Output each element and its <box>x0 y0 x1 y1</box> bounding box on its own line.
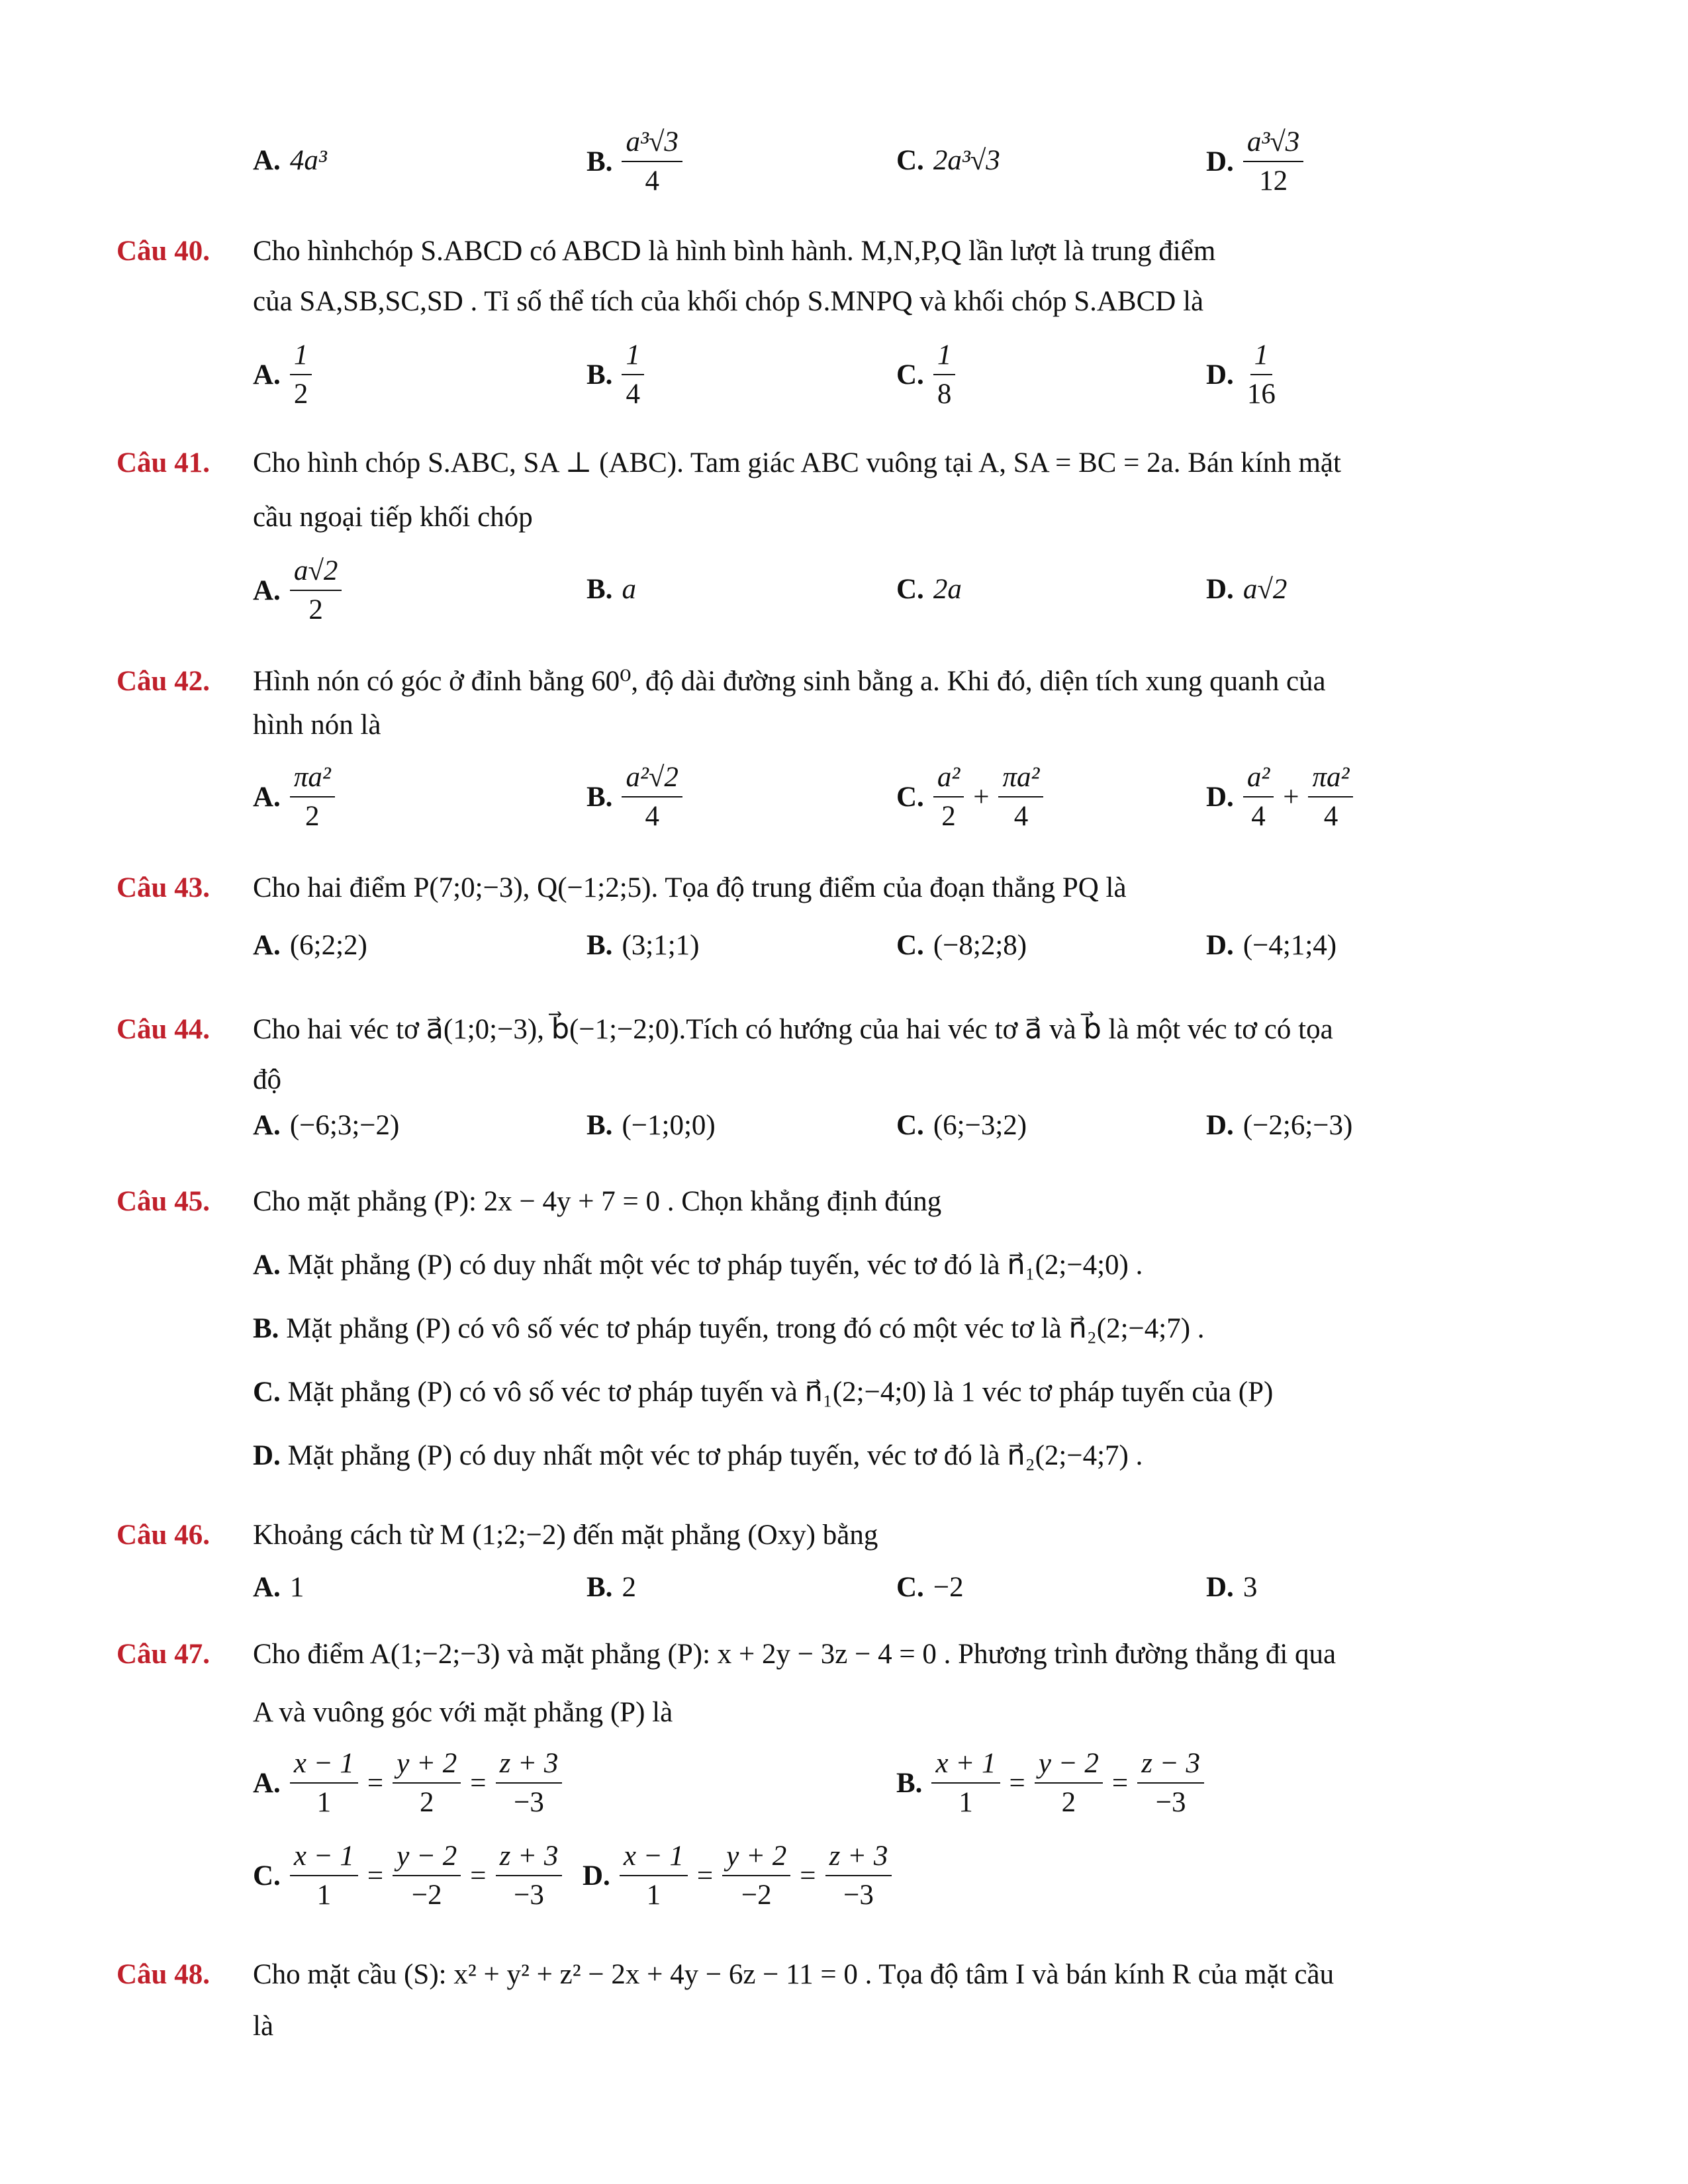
option-text: (−8;2;8) <box>933 930 1027 961</box>
question-stem-line2: của SA,SB,SC,SD . Tỉ số thể tích của khối chóp S.MNPQ và khối chóp S.ABCD là <box>253 286 1204 317</box>
option-label: A. <box>253 1572 281 1603</box>
option-label: D. <box>1206 574 1234 605</box>
option-label: C. <box>896 781 924 813</box>
q42-option-a <box>253 761 335 833</box>
question-stem-line2: độ <box>253 1064 281 1095</box>
equals-sign: = <box>1111 1767 1129 1799</box>
option-text: a√2 <box>1243 574 1288 605</box>
option-label: A. <box>253 1110 281 1141</box>
q41-option-a <box>253 555 342 626</box>
question-number: Câu 41. <box>117 447 210 478</box>
question-stem: Cho mặt cầu (S): x² + y² + z² − 2x + 4y − 6z − 11 = 0 . Tọa độ tâm I và bán kính R của mặt cầu <box>253 1959 1335 1990</box>
option-label: D. <box>1206 146 1234 177</box>
option-label: A. <box>253 930 281 961</box>
fraction: $\frac{1}{8}$ <box>933 339 956 410</box>
option-label: B. <box>896 1767 923 1799</box>
option-text: 3 <box>1243 1572 1258 1603</box>
fraction: $\frac{y + 2}{-2}$ <box>722 1840 790 1911</box>
question-number: Câu 45. <box>117 1186 210 1217</box>
question-number: Câu 48. <box>117 1959 210 1990</box>
q39-option-c <box>896 144 1000 177</box>
option-text: Mặt phẳng (P) có vô số véc tơ pháp tuyến và n⃗₁(2;−4;0) là 1 véc tơ pháp tuyến của (P) <box>287 1377 1274 1408</box>
q42-option-b <box>586 761 682 833</box>
option-text: (6;−3;2) <box>933 1110 1027 1141</box>
option-text: Mặt phẳng (P) có duy nhất một véc tơ pháp tuyến, véc tơ đó là n⃗₂(2;−4;7) . <box>287 1440 1143 1471</box>
fraction: $\frac{y + 2}{2}$ <box>393 1747 461 1819</box>
q47-option-c <box>253 1840 562 1911</box>
option-label: A. <box>253 145 281 176</box>
option-label: B. <box>586 146 613 177</box>
fraction: $\frac{\text{a²√2}}{4}$ <box>622 761 682 833</box>
fraction: $\frac{\text{πa²}}{4}$ <box>998 761 1043 833</box>
q47-option-b <box>896 1747 1204 1819</box>
option-label: C. <box>253 1377 281 1408</box>
option-label: A. <box>253 359 281 390</box>
q47-option-a <box>253 1747 562 1819</box>
q40-option-a <box>253 339 312 410</box>
option-label: B. <box>586 1110 613 1141</box>
equals-sign: = <box>1009 1767 1025 1799</box>
option-label: A. <box>253 1250 281 1281</box>
q43-option-b <box>586 929 699 962</box>
equals-sign: = <box>367 1767 384 1799</box>
equals-sign: = <box>470 1767 487 1799</box>
fraction: $\frac{z + 3}{-3}$ <box>496 1840 563 1911</box>
q39-option-d <box>1206 126 1303 197</box>
fraction: $\frac{x - 1}{1}$ <box>290 1747 358 1819</box>
option-label: B. <box>586 359 613 390</box>
q45-option-b <box>253 1308 1570 1351</box>
option-label: B. <box>586 1572 613 1603</box>
option-label: A. <box>253 574 281 606</box>
question-number: Câu 44. <box>117 1014 210 1045</box>
q45-option-d <box>253 1435 1570 1478</box>
q46-option-d <box>1206 1571 1257 1604</box>
option-label: C. <box>896 1110 924 1141</box>
option-label: C. <box>896 1572 924 1603</box>
option-label: A. <box>253 781 281 813</box>
fraction: $\frac{1}{4}$ <box>622 339 644 410</box>
q46-option-a <box>253 1571 304 1604</box>
q44-option-c <box>896 1109 1027 1142</box>
question-stem: Cho hai véc tơ a⃗(1;0;−3), b⃗(−1;−2;0).Tích có hướng của hai véc tơ a⃗ và b⃗ là một véc tơ có tọa <box>253 1014 1333 1045</box>
fraction: $\frac{a√2}{2}$ <box>290 555 342 626</box>
option-label: C. <box>896 359 924 390</box>
q43-option-a <box>253 929 367 962</box>
q45-option-c <box>253 1371 1570 1414</box>
option-label: D. <box>1206 781 1234 813</box>
question-stem-line2: hình nón là <box>253 709 381 741</box>
option-label: D. <box>1206 1110 1234 1141</box>
question-stem: Khoảng cách từ M (1;2;−2) đến mặt phẳng (Oxy) bằng <box>253 1520 878 1551</box>
equals-sign: = <box>800 1860 816 1891</box>
fraction: $\frac{\text{πa²}}{2}$ <box>290 761 335 833</box>
option-label: D. <box>1206 930 1234 961</box>
option-label: D. <box>583 1860 610 1891</box>
question-stem: Cho hình chóp S.ABC, SA ⊥ (ABC). Tam giác ABC vuông tại A, SA = BC = 2a. Bán kính mặt <box>253 447 1341 478</box>
option-label: A. <box>253 1767 281 1799</box>
question-stem-line2: A và vuông góc với mặt phẳng (P) là <box>253 1697 673 1728</box>
question-number: Câu 40. <box>117 236 210 267</box>
q41-option-d <box>1206 573 1287 606</box>
question-stem: Cho hìnhchóp S.ABCD có ABCD là hình bình hành. M,N,P,Q lần lượt là trung điểm <box>253 236 1216 267</box>
q46-option-b <box>586 1571 636 1604</box>
fraction: $\frac{\text{a²}}{2}$ <box>933 761 964 833</box>
fraction: $\frac{\text{a³√3}}{12}$ <box>1243 126 1304 197</box>
fraction: $\frac{y - 2}{-2}$ <box>393 1840 461 1911</box>
q40-option-c <box>896 339 955 410</box>
option-text: (−1;0;0) <box>622 1110 716 1141</box>
option-text: 4a³ <box>289 145 327 176</box>
equals-sign: = <box>470 1860 487 1891</box>
question-number: Câu 43. <box>117 872 210 903</box>
option-text: (−6;3;−2) <box>289 1110 400 1141</box>
option-label: B. <box>253 1313 279 1344</box>
option-text: a <box>622 574 636 605</box>
option-label: B. <box>586 781 613 813</box>
q41-option-c <box>896 573 962 606</box>
fraction: $\frac{1}{16}$ <box>1246 340 1276 410</box>
option-text: (−4;1;4) <box>1243 930 1337 961</box>
question-number: Câu 46. <box>117 1520 210 1551</box>
question-stem: Cho điểm A(1;−2;−3) và mặt phẳng (P): x + 2y − 3z − 4 = 0 . Phương trình đường thẳng đi qua <box>253 1639 1336 1670</box>
option-label: D. <box>1206 359 1234 390</box>
option-text: 2a <box>933 574 962 605</box>
option-text: (3;1;1) <box>622 930 700 961</box>
fraction: $\frac{y - 2}{2}$ <box>1035 1747 1103 1819</box>
equals-sign: = <box>696 1860 714 1891</box>
q40-option-b <box>586 339 644 410</box>
q44-option-b <box>586 1109 716 1142</box>
fraction: $\frac{z + 3}{-3}$ <box>496 1747 563 1819</box>
option-label: C. <box>253 1860 281 1891</box>
q44-option-a <box>253 1109 399 1142</box>
option-label: C. <box>896 574 924 605</box>
question-number: Câu 47. <box>117 1639 210 1670</box>
fraction: $\frac{\text{a²}}{4}$ <box>1243 761 1274 833</box>
option-label: B. <box>586 574 613 605</box>
option-text: 2a³√3 <box>933 145 1000 176</box>
option-label: C. <box>896 930 924 961</box>
fraction: $\frac{x + 1}{1}$ <box>931 1747 1000 1819</box>
question-stem-line2: cầu ngoại tiếp khối chóp <box>253 502 533 533</box>
fraction: $\frac{\text{a³√3}}{4}$ <box>622 126 682 197</box>
fraction: $\frac{z - 3}{-3}$ <box>1137 1747 1204 1819</box>
q39-option-b <box>586 126 682 197</box>
q40-option-d <box>1206 339 1280 410</box>
fraction: $\frac{\text{πa²}}{4}$ <box>1308 761 1353 833</box>
fraction: $\frac{x - 1}{1}$ <box>290 1840 358 1911</box>
q46-option-c <box>896 1571 964 1604</box>
option-label: C. <box>896 145 924 176</box>
option-text: −2 <box>933 1572 964 1603</box>
q42-option-c <box>896 761 1043 833</box>
fraction: $\frac{1}{2}$ <box>290 339 312 410</box>
question-stem: Cho mặt phẳng (P): 2x − 4y + 7 = 0 . Chọn khẳng định đúng <box>253 1186 942 1217</box>
q44-option-d <box>1206 1109 1352 1142</box>
option-text: (−2;6;−3) <box>1243 1110 1353 1141</box>
question-stem: Cho hai điểm P(7;0;−3), Q(−1;2;5). Tọa độ trung điểm của đoạn thẳng PQ là <box>253 872 1127 903</box>
q43-option-c <box>896 929 1027 962</box>
option-text: 1 <box>289 1572 305 1603</box>
option-label: B. <box>586 930 613 961</box>
q41-option-b <box>586 573 636 606</box>
q42-option-d <box>1206 761 1353 833</box>
q43-option-d <box>1206 929 1336 962</box>
q45-option-a <box>253 1244 1570 1287</box>
option-text: Mặt phẳng (P) có vô số véc tơ pháp tuyến, trong đó có một véc tơ là n⃗₂(2;−4;7) . <box>286 1313 1205 1344</box>
question-number: Câu 42. <box>117 666 210 697</box>
option-text: 2 <box>622 1572 636 1603</box>
q39-option-a <box>253 144 327 177</box>
option-label: D. <box>1206 1572 1234 1603</box>
plus-sign: + <box>973 781 990 813</box>
question-stem-line2: là <box>253 2011 274 2042</box>
q47-option-d <box>583 1840 892 1911</box>
plus-sign: + <box>1283 781 1299 813</box>
option-text: Mặt phẳng (P) có duy nhất một véc tơ pháp tuyến, véc tơ đó là n⃗₁(2;−4;0) . <box>287 1250 1143 1281</box>
fraction: $\frac{z + 3}{-3}$ <box>825 1840 892 1911</box>
option-text: (6;2;2) <box>289 930 367 961</box>
question-stem: Hình nón có góc ở đỉnh bằng 60⁰, độ dài đường sinh bằng a. Khi đó, diện tích xung quanh của <box>253 666 1326 697</box>
fraction: $\frac{x - 1}{1}$ <box>620 1840 688 1911</box>
option-label: D. <box>253 1440 281 1471</box>
equals-sign: = <box>367 1860 384 1891</box>
